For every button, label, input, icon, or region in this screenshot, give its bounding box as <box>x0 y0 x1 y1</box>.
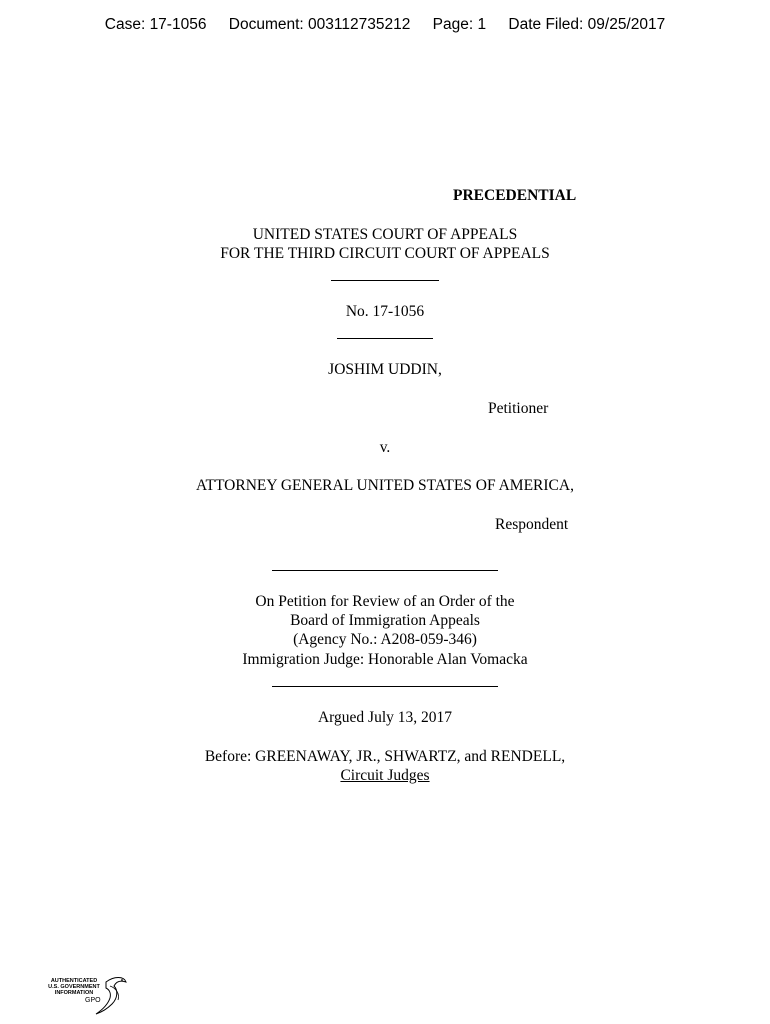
divider-3 <box>272 570 498 571</box>
respondent-role: Respondent <box>495 516 569 533</box>
divider-4 <box>272 686 498 687</box>
petition-line2: Board of Immigration Appeals <box>290 612 480 629</box>
before-judges: Before: GREENAWAY, JR., SHWARTZ, and RENDELL, <box>204 748 566 765</box>
gpo-authentication-seal <box>44 974 130 1016</box>
page-number: Page: 1 <box>432 16 487 33</box>
document-header <box>0 16 770 34</box>
petition-line3: (Agency No.: A208-059-346) <box>293 631 477 648</box>
court-name-line2: FOR THE THIRD CIRCUIT COURT OF APPEALS <box>220 245 550 262</box>
versus: v. <box>379 439 391 456</box>
judges-title: Circuit Judges <box>340 767 430 784</box>
seal-line3: INFORMATION <box>54 990 94 996</box>
divider-2 <box>337 338 433 339</box>
docket-number: No. 17-1056 <box>345 303 425 320</box>
judges-title-wrap <box>0 767 770 785</box>
seal-gpo: GPO <box>85 997 101 1004</box>
petition-line1: On Petition for Review of an Order of the <box>255 593 515 610</box>
seal-line1: AUTHENTICATED <box>50 978 98 984</box>
case-number: Case: 17-1056 <box>104 16 207 33</box>
court-name-line1: UNITED STATES COURT OF APPEALS <box>252 226 518 243</box>
argued-date: Argued July 13, 2017 <box>317 709 453 726</box>
seal-line2: U.S. GOVERNMENT <box>48 984 100 990</box>
respondent-name: ATTORNEY GENERAL UNITED STATES OF AMERICA, <box>196 477 574 494</box>
divider-1 <box>331 280 439 281</box>
eagle-icon <box>44 974 130 1016</box>
petitioner-name: JOSHIM UDDIN, <box>328 361 442 378</box>
document-number: Document: 003112735212 <box>228 16 411 33</box>
petition-line4: Immigration Judge: Honorable Alan Vomacka <box>242 651 528 668</box>
date-filed: Date Filed: 09/25/2017 <box>508 16 666 33</box>
precedential-label: PRECEDENTIAL <box>453 187 577 204</box>
petitioner-role: Petitioner <box>488 400 549 417</box>
